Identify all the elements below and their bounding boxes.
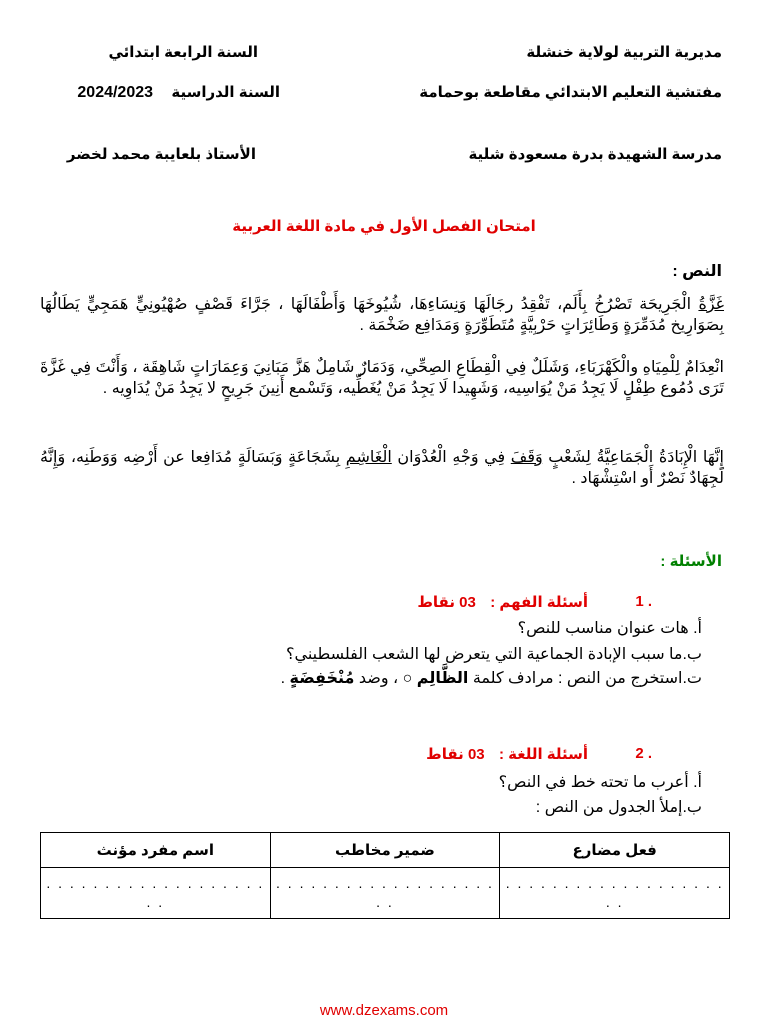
q1-title: أسئلة الفهم : (490, 594, 588, 611)
q1-points: 03 نقاط (417, 594, 476, 611)
q1-item-b: ب.ما سبب الإبادة الجماعية التي يتعرض لها الشعب الفلسطيني؟ (286, 646, 702, 663)
answer-cell-present-verb[interactable]: . . . . . . . . . . . . . . . . . . . . . (500, 868, 730, 919)
header-feminine-singular-noun: اسم مفرد مؤنث (41, 833, 271, 868)
paragraph-2: انْعِدَامٌ لِلْمِيَاهِ والْكَهْرَبَاءِ، وَشَلَلٌ فِي الْقِطَاعِ الصِحِّي، وَدَمَارٌ شَامِلٌ هَزَّ مَبَانِيَ وَعِمَارَاتٍ شَاهِقَة ، وَأَنْتَ فِي غَزَّةَ تَرَى دُمُوع طِفْلٍ لَا يَجِدُ مَنْ يُوَاسِيه، وَشَهِيدا لَا يَجِدُ مَنْ يُغَطِّيه، وَتَسْمع أَنِينَ جَرِيحٍ لا يَجِدُ مَنْ يُدَاوِيه . (40, 359, 724, 397)
q1-heading (417, 593, 588, 611)
directorate: مديرية التربية لولاية خنشلة (526, 44, 722, 61)
questions-label: الأسئلة : (660, 553, 722, 570)
footer-url[interactable]: www.dzexams.com (319, 1002, 449, 1019)
q1-item-c-prefix: ت.استخرج من النص : مرادف كلمة (468, 670, 702, 687)
table-header-row (41, 833, 730, 868)
q1-number: 1 . (635, 593, 652, 610)
paragraph-3-text-a: إِنَّهَا الْإِبَادَةُ الْجَمَاعِيَّةُ لِشَعْبٍ (542, 449, 724, 466)
paragraph-3-text-b: فِي وَجْهِ الْعُدْوَان (391, 449, 511, 466)
paragraph-3 (40, 447, 724, 489)
word-waqafa: وَقَفَ (510, 449, 543, 466)
paragraph-1 (40, 294, 724, 336)
school-year (77, 83, 280, 102)
grade-level: السنة الرابعة ابتدائي (108, 44, 258, 61)
text-label: النص : (672, 263, 722, 280)
q2-item-b: ب.إملأ الجدول من النص : (535, 799, 702, 816)
word-munkhafida: مُنْخَفِضَةٍ (289, 670, 355, 687)
word-alzalim: الظَّالِم (416, 670, 469, 687)
q2-item-a: أ. أعرب ما تحته خط في النص؟ (498, 774, 702, 791)
header-present-verb: فعل مضارع (500, 833, 730, 868)
answer-cell-feminine-singular-noun[interactable]: . . . . . . . . . . . . . . . . . . . . . (41, 868, 271, 919)
word-ghashim: الْغَاشِمِ (345, 449, 392, 466)
paragraph-1-text: الْجَرِيحَة تَصْرُخُ بِأَلَم، تَفْقِدُ رجَالَهَا وَنِسَاءِهَا، شُيُوخَهَا وَأَطْفَالَهَا ، جَرَّاءَ قَصْفٍ صُهْيُونِيٍّ هَمَجِيٍّ يَطَالُهَا بِصَوَارِيخ مُدَمِّرَةٍ وَطَائِرَاتٍ حَرْبِيَّةٍ مُتَطَوِّرَةٍ وَمَدَافِع ضَخْمَة . (40, 296, 724, 334)
table-row (41, 868, 730, 919)
q2-points: 03 نقاط (426, 746, 485, 763)
school-name: مدرسة الشهيدة بدرة مسعودة شلية (468, 146, 722, 163)
answer-cell-second-person-pronoun[interactable]: . . . . . . . . . . . . . . . . . . . . . (270, 868, 500, 919)
q2-title: أسئلة اللغة : (498, 746, 588, 763)
q1-item-c (281, 668, 702, 688)
teacher-name: الأستاذ بلعايبة محمد لخضر (66, 146, 256, 163)
paragraph-3-text-c: بِشَجَاعَةٍ وَبَسَالَةٍ مُدَافِعا عن أَرْضِه وَوَطَنِه، وَإِنَّهُ لَجِهَادٌ نَصْرٌ أَو اسْتِشْهَاد . (40, 449, 724, 487)
answer-table (40, 832, 730, 919)
school-year-label: السنة الدراسية (171, 84, 280, 101)
q1-item-c-mid: ○ ، وضد (354, 670, 417, 687)
q2-number: 2 . (635, 745, 652, 762)
inspectorate: مفتشية التعليم الابتدائي مقاطعة بوحمامة (419, 84, 722, 101)
q2-heading (426, 745, 588, 763)
header-second-person-pronoun: ضمير مخاطب (270, 833, 500, 868)
school-year-value: 2024/2023 (77, 84, 154, 101)
word-gaza: غَزَّةُ (698, 296, 725, 313)
q1-item-a: أ. هات عنوان مناسب للنص؟ (517, 620, 702, 637)
q1-item-c-end: . (280, 670, 290, 687)
exam-title: امتحان الفصل الأول في مادة اللغة العربية (232, 218, 536, 235)
